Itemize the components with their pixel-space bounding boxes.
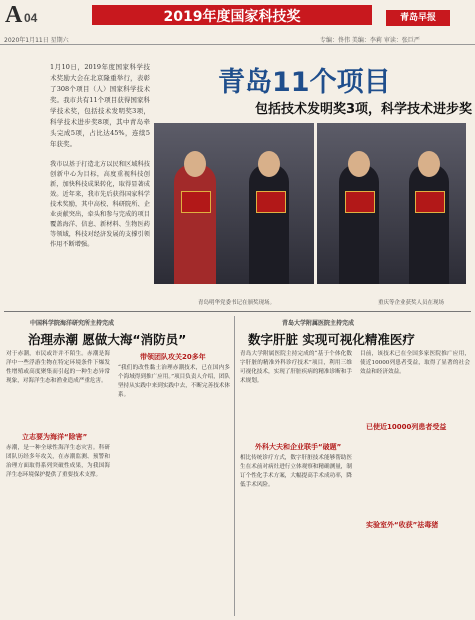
photo-caption-right: 重庆等企业获奖人员在现场 <box>378 300 445 306</box>
award-certificate-icon <box>345 191 375 213</box>
left-story-body-3: “我们的改性黏土治理赤潮技术，已在国内多个海域得到推广应用。”项目负责人介绍，团队坚持从实践中来到实践中去，不断完善技术体系。 <box>118 365 230 398</box>
banner-title: 2019年度国家科技奖 <box>163 9 301 25</box>
right-story-section-tag: 青岛大学附属医院主持完成 <box>282 320 355 327</box>
award-certificate-icon <box>181 191 211 213</box>
main-subheadline: 包括技术发明奖3项，科学技术进步奖 <box>255 102 473 117</box>
award-certificate-icon <box>415 191 445 213</box>
photo-split <box>314 123 317 284</box>
left-story-subhead-2: 带领团队攻关20多年 <box>140 353 206 361</box>
left-story-body-1: 对于赤潮，市民或许并不陌生。赤潮是海洋中一些浮游生物在特定环境条件下爆发性增殖或高度聚集而引起的一种生态异常现象，对海洋生态和渔业造成严重危害。 <box>6 351 110 384</box>
page-header <box>0 0 475 34</box>
left-story-body-2: 赤潮，是一种全球性海洋生态灾害。科研团队历经多年攻关，在赤潮监测、预警和治理方面取得系列突破性成果，为我国海洋生态环境保护提供了重要技术支撑。 <box>6 445 110 478</box>
photo-person-head <box>348 151 370 177</box>
left-story-subhead-1: 立志要为海洋“除害” <box>22 433 88 441</box>
right-story-subhead-3: 实验室外“收获”祛毒猪 <box>366 521 439 529</box>
issue-date: 2020年1月11日 星期六 <box>4 37 69 44</box>
right-story-subhead-1: 外科大夫和企业联手“破题” <box>255 443 342 451</box>
lead-paragraph: 1月10日，2019年度国家科学技术奖励大会在北京隆重举行，表彰了308个项目（人）国家科学技术奖。我市共有11个项目获得国家科学技术奖，包括技术发明奖3项，科学技术进步奖8项，其中青岛牵头完成5项，占比达45%，连续5年获奖。 <box>50 63 150 148</box>
award-ceremony-photo <box>154 123 466 284</box>
newspaper-logo: 青岛早报 <box>386 10 450 26</box>
award-certificate-icon <box>256 191 286 213</box>
page-number: 04 <box>24 11 38 25</box>
right-story-headline: 数字肝脏 实现可视化精准医疗 <box>248 332 415 347</box>
photo-person <box>174 164 216 284</box>
main-body-text: 我市以基于打造北方以民和区域科技创新中心为目标，高度重视科技创新，加快科技成果转化，取得显著成效。近年来，我市先后获得国家科学技术奖励，其中高校、科研院所、企业贡献突出，牵头和参与完成的项目覆盖海洋、信息、新材料、生物医药等领域，科技对经济发展的支撑引领作用不断增强。 <box>50 161 150 248</box>
section-letter: A <box>5 2 23 28</box>
dateline <box>0 34 475 45</box>
section-divider <box>4 311 471 312</box>
photo-caption-left: 青岛明华党委书记在颁奖现场。 <box>198 300 276 306</box>
left-story-headline: 治理赤潮 愿做大海“消防员” <box>28 332 187 347</box>
photo-person-head <box>418 151 440 177</box>
main-headline: 青岛11个项目 <box>218 67 391 98</box>
right-story-subhead-2: 已使近10000列患者受益 <box>366 423 447 431</box>
right-story-body-3: 目前，该技术已在全国多家医院推广应用，使近10000列患者受益，取得了显著的社会效益和经济效益。 <box>360 351 470 375</box>
left-story-section-tag: 中国科学院海洋研究所主持完成 <box>30 320 115 327</box>
photo-person <box>409 164 449 284</box>
right-story-body-1: 青岛大学附属医院主持完成的“基于个体化数字肝脏的精准外科诊疗技术”项目，利用三维可视化技术，实现了肝脏疾病的精准诊断和手术规划。 <box>240 351 352 384</box>
photo-person <box>339 164 379 284</box>
photo-person-head <box>184 151 206 177</box>
section-banner <box>92 5 372 25</box>
photo-person-head <box>258 151 280 177</box>
column-divider <box>234 316 235 616</box>
right-story-body-2: 相比传统诊疗方式，数字肝脏技术能够帮助医生在术前对病灶进行立体观察和精确测量，制订个性化手术方案，大幅提高手术成功率，降低手术风险。 <box>240 455 352 488</box>
photo-person <box>249 164 289 284</box>
editor-credits: 专编：佟伟 美编：李莉 审读：张巨严 <box>320 37 420 44</box>
